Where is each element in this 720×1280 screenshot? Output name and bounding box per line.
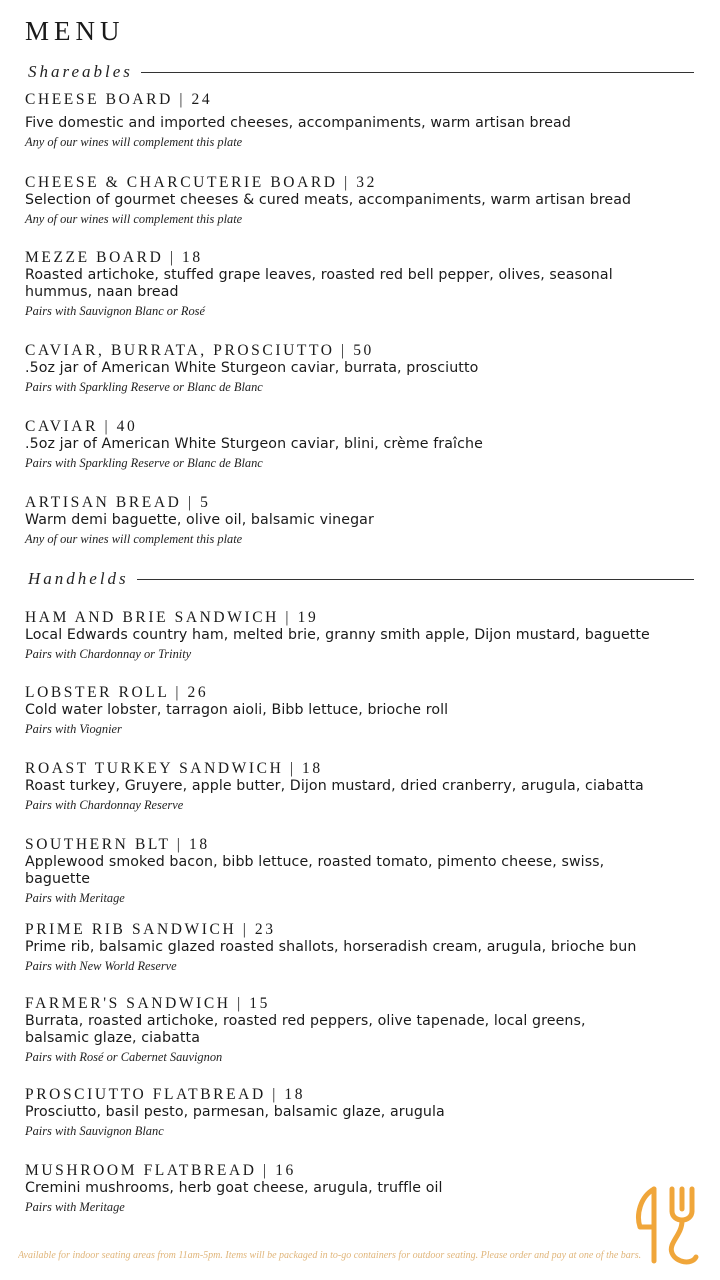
item-description: Applewood smoked bacon, bibb lettuce, roasted tomato, pimento cheese, swiss, baguette bbox=[25, 854, 605, 887]
item-description: Local Edwards country ham, melted brie, granny smith apple, Dijon mustard, baguette bbox=[25, 627, 650, 643]
item-pairing: Pairs with Sauvignon Blanc bbox=[25, 1124, 164, 1138]
menu-item-mezze-board bbox=[25, 248, 697, 321]
item-pairing: Any of our wines will complement this plate bbox=[25, 135, 243, 149]
item-description: Prime rib, balsamic glazed roasted shallots, horseradish cream, arugula, brioche bun bbox=[25, 939, 637, 955]
shareables-header bbox=[28, 62, 694, 82]
menu-item-caviar bbox=[25, 417, 697, 473]
menu-item-mushroom-flatbread bbox=[25, 1161, 697, 1217]
item-name: CAVIAR | 40 bbox=[25, 418, 138, 435]
item-pairing: Pairs with Chardonnay or Trinity bbox=[25, 647, 192, 661]
item-description: Roasted artichoke, stuffed grape leaves, roasted red bell pepper, olives, seasonal hummus, naan bread bbox=[25, 267, 613, 300]
item-name: ROAST TURKEY SANDWICH | 18 bbox=[25, 760, 323, 777]
item-name: CHEESE BOARD | 24 bbox=[25, 91, 213, 108]
item-description: Selection of gourmet cheeses & cured meats, accompaniments, warm artisan bread bbox=[25, 192, 632, 208]
item-name: SOUTHERN BLT | 18 bbox=[25, 836, 210, 853]
item-name: PROSCIUTTO FLATBREAD | 18 bbox=[25, 1086, 306, 1103]
item-pairing: Any of our wines will complement this plate bbox=[25, 532, 243, 546]
item-name: MUSHROOM FLATBREAD | 16 bbox=[25, 1162, 296, 1179]
menu-item-prosciutto-flatbread bbox=[25, 1085, 697, 1141]
menu-item-lobster-roll bbox=[25, 683, 697, 739]
menu-item-cheese-charcuterie-board bbox=[25, 173, 697, 229]
item-pairing: Pairs with Sparkling Reserve or Blanc de Blanc bbox=[25, 380, 263, 394]
item-name: CHEESE & CHARCUTERIE BOARD | 32 bbox=[25, 174, 377, 191]
footer-note: Available for indoor seating areas from 11am-5pm. Items will be packaged in to-go containers for outdoor seating. Please order and pay at one of the bars. bbox=[18, 1250, 642, 1261]
item-name: HAM AND BRIE SANDWICH | 19 bbox=[25, 609, 319, 626]
handhelds-heading: Handhelds bbox=[28, 569, 129, 588]
item-name: FARMER'S SANDWICH | 15 bbox=[25, 995, 270, 1012]
item-pairing: Pairs with Chardonnay Reserve bbox=[25, 798, 184, 812]
fork-knife-logo-icon bbox=[630, 1183, 702, 1267]
section-divider bbox=[137, 579, 694, 580]
item-pairing: Pairs with Meritage bbox=[25, 891, 125, 905]
handhelds-header bbox=[28, 569, 694, 589]
menu-item-farmers-sandwich bbox=[25, 994, 697, 1067]
menu-item-caviar-burrata-prosciutto bbox=[25, 341, 697, 397]
item-name: ARTISAN BREAD | 5 bbox=[25, 494, 211, 511]
item-description: Cold water lobster, tarragon aioli, Bibb lettuce, brioche roll bbox=[25, 702, 449, 718]
item-name: CAVIAR, BURRATA, PROSCIUTTO | 50 bbox=[25, 342, 374, 359]
menu-item-southern-blt bbox=[25, 835, 697, 908]
item-pairing: Pairs with Rosé or Cabernet Sauvignon bbox=[25, 1050, 223, 1064]
menu-item-roast-turkey-sandwich bbox=[25, 759, 697, 815]
item-description: Prosciutto, basil pesto, parmesan, balsamic glaze, arugula bbox=[25, 1104, 445, 1120]
menu-title: MENU bbox=[25, 16, 125, 46]
item-pairing: Pairs with Meritage bbox=[25, 1200, 125, 1214]
item-description: .5oz jar of American White Sturgeon caviar, burrata, prosciutto bbox=[25, 360, 479, 376]
shareables-heading: Shareables bbox=[28, 62, 133, 81]
item-pairing: Pairs with New World Reserve bbox=[25, 959, 177, 973]
item-pairing: Any of our wines will complement this plate bbox=[25, 212, 243, 226]
item-pairing: Pairs with Sauvignon Blanc or Rosé bbox=[25, 304, 205, 318]
item-description: Roast turkey, Gruyere, apple butter, Dijon mustard, dried cranberry, arugula, ciabatta bbox=[25, 778, 644, 794]
item-name: PRIME RIB SANDWICH | 23 bbox=[25, 921, 276, 938]
item-pairing: Pairs with Sparkling Reserve or Blanc de Blanc bbox=[25, 456, 263, 470]
item-name: MEZZE BOARD | 18 bbox=[25, 249, 203, 266]
menu-item-cheese-board bbox=[25, 90, 697, 152]
menu-item-artisan-bread bbox=[25, 493, 697, 549]
item-pairing: Pairs with Viognier bbox=[25, 722, 122, 736]
section-divider bbox=[141, 72, 694, 73]
item-description: Warm demi baguette, olive oil, balsamic vinegar bbox=[25, 512, 374, 528]
item-description: Five domestic and imported cheeses, accompaniments, warm artisan bread bbox=[25, 115, 571, 131]
item-description: .5oz jar of American White Sturgeon caviar, blini, crème fraîche bbox=[25, 436, 483, 452]
item-description: Cremini mushrooms, herb goat cheese, arugula, truffle oil bbox=[25, 1180, 443, 1196]
item-description: Burrata, roasted artichoke, roasted red peppers, olive tapenade, local greens, balsamic glaze, ciabatta bbox=[25, 1013, 586, 1046]
item-name: LOBSTER ROLL | 26 bbox=[25, 684, 209, 701]
menu-item-prime-rib-sandwich bbox=[25, 920, 697, 976]
menu-item-ham-and-brie-sandwich bbox=[25, 608, 697, 664]
